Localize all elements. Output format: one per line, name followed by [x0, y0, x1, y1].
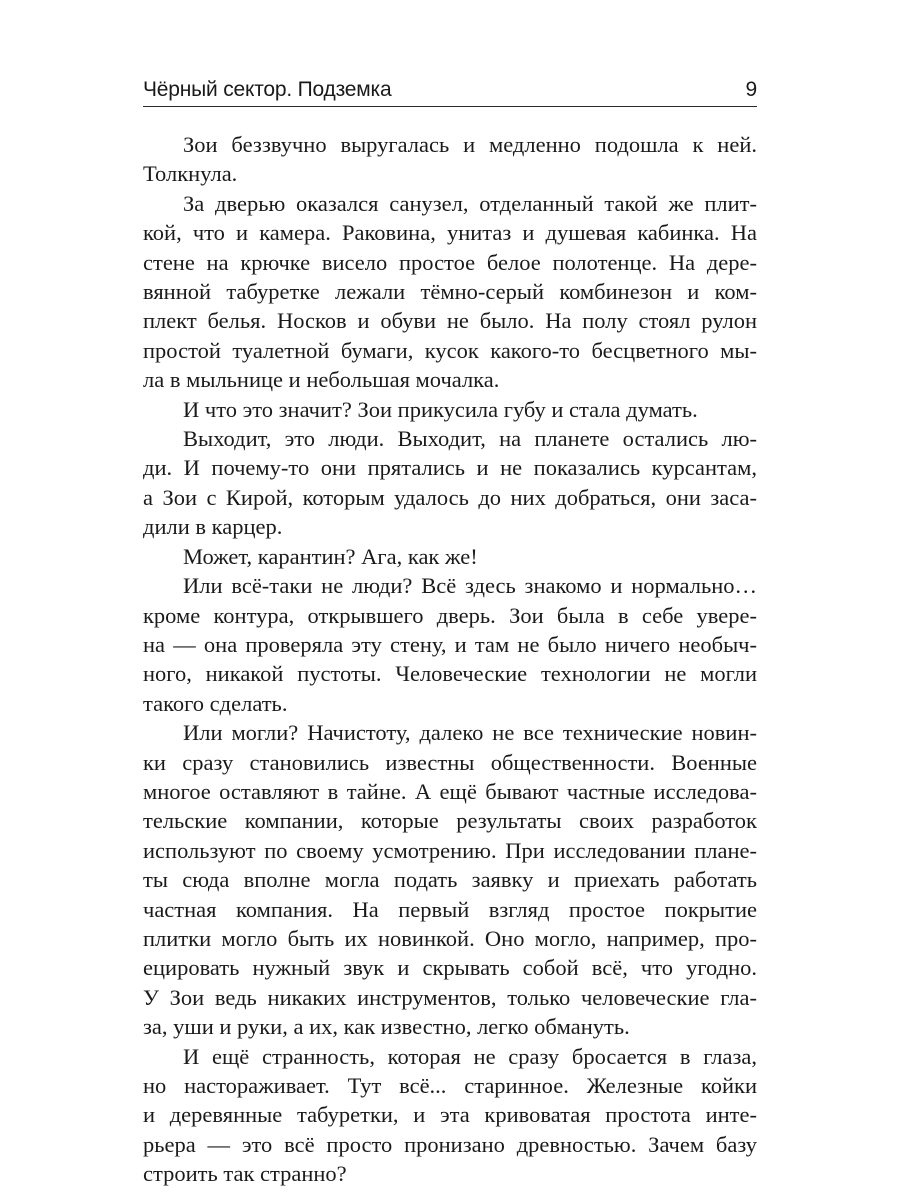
text-line: Зои беззвучно выругалась и медленно подошла к ней.: [183, 132, 757, 157]
text-line: ки сразу становились известны общественности. Военные: [143, 749, 757, 775]
text-line: за, уши и руки, а их, как известно, легко обмануть.: [143, 1014, 630, 1040]
text-line: ецировать нужный звук и скрывать собой всё, что угодно.: [143, 955, 757, 981]
text-line: За дверью оказался санузел, отделанный такой же плит-: [183, 190, 757, 216]
text-line: вянной табуретке лежали тёмно-серый комбинезон и ком-: [143, 279, 757, 305]
text-line: рьера — это всё просто пронизано древностью. Зачем базу: [143, 1131, 757, 1157]
text-line: Толкнула.: [143, 161, 238, 187]
paragraph-1: [143, 130, 757, 189]
text-line: Или всё-таки не люди? Всё здесь знакомо и нормально…: [183, 573, 757, 599]
text-line: кой, что и камера. Раковина, унитаз и душевая кабинка. На: [143, 220, 757, 246]
paragraph-5: [143, 542, 757, 571]
text-line: строить так странно?: [143, 1161, 347, 1187]
paragraph-3: [143, 395, 757, 424]
running-title: Чёрный сектор. Подземка: [143, 78, 392, 101]
text-line: но настораживает. Тут всё... старинное. Железные койки: [143, 1073, 757, 1098]
text-line: тельские компании, которые результаты своих разработок: [143, 808, 757, 834]
paragraph-2: [143, 189, 757, 395]
text-line: Может, карантин? Ага, как же!: [183, 543, 478, 569]
paragraph-7: [143, 718, 757, 1041]
text-line: И что это значит? Зои прикусила губу и стала думать.: [183, 396, 698, 422]
text-line: плект белья. Носков и обуви не было. На полу стоял рулон: [143, 308, 757, 334]
text-line: простой туалетной бумаги, кусок какого-то бесцветного мы-: [143, 337, 757, 363]
text-line: используют по своему усмотрению. При исследовании плане-: [143, 837, 757, 863]
text-line: кроме контура, открывшего дверь. Зои была в себе увере-: [143, 602, 757, 628]
text-line: стене на крючке висело простое белое полотенце. На дере-: [143, 249, 757, 275]
text-line: плитки могло быть их новинкой. Оно могло, например, про-: [143, 925, 757, 951]
text-body: [143, 130, 757, 1189]
page-header: [143, 74, 757, 107]
paragraph-6: [143, 571, 757, 718]
text-line: Или могли? Начистоту, далеко не все технические новин-: [183, 720, 757, 746]
text-line: ла в мыльнице и небольшая мочалка.: [143, 367, 500, 393]
paragraph-4: [143, 424, 757, 542]
paragraph-8: [143, 1042, 757, 1189]
text-line: ного, никакой пустоты. Человеческие технологии не могли: [143, 661, 757, 687]
text-line: дили в карцер.: [143, 514, 283, 540]
text-line: ди. И почему-то они прятались и не показались курсантам,: [143, 455, 757, 481]
text-line: частная компания. На первый взгляд простое покрытие: [143, 896, 757, 922]
text-line: такого сделать.: [143, 690, 288, 716]
text-line: и деревянные табуретки, и эта кривоватая простота инте-: [143, 1102, 757, 1128]
page-number: 9: [745, 78, 757, 101]
text-line: ты сюда вполне могла подать заявку и приехать работать: [143, 867, 757, 893]
text-line: Выходит, это люди. Выходит, на планете остались лю-: [183, 426, 757, 452]
text-line: И ещё странность, которая не сразу бросается в глаза,: [183, 1043, 757, 1069]
text-line: на — она проверяла эту стену, и там не было ничего необыч-: [143, 631, 757, 657]
text-line: многое оставляют в тайне. А ещё бывают частные исследова-: [143, 778, 757, 804]
text-line: а Зои с Кирой, которым удалось до них добраться, они заса-: [143, 484, 757, 510]
text-line: У Зои ведь никаких инструментов, только человеческие гла-: [143, 984, 757, 1010]
